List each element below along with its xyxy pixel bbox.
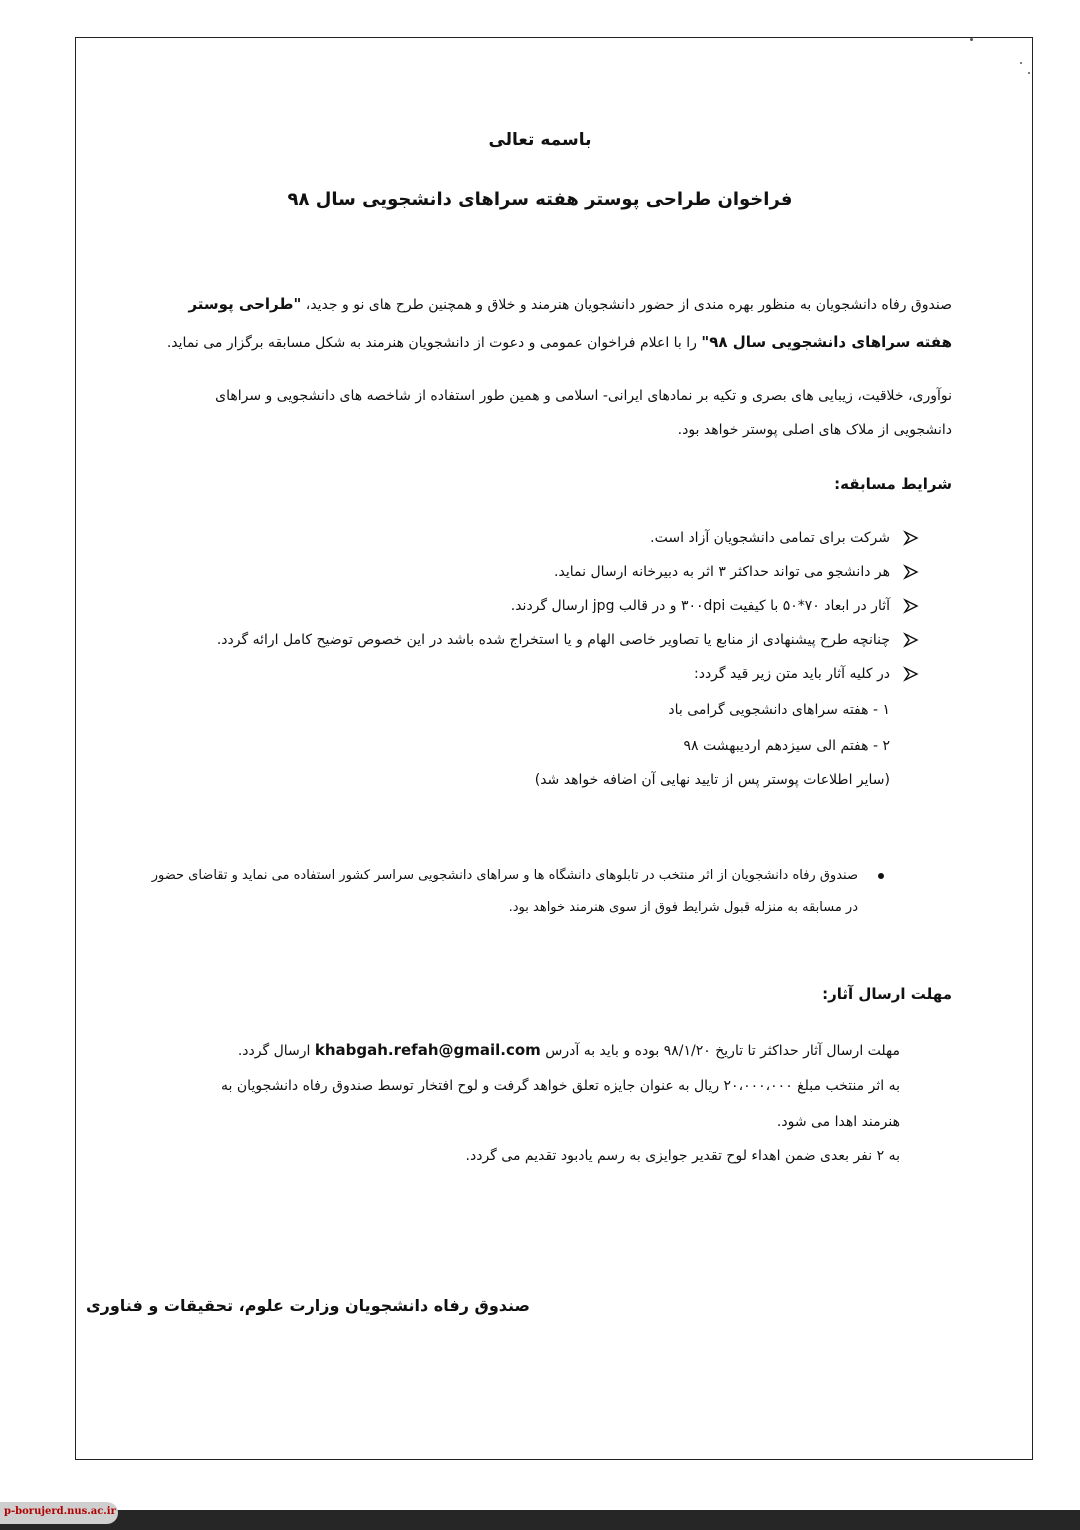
intro-line-1 <box>188 294 952 315</box>
bullet-dot-icon <box>878 873 884 879</box>
notice-line-2: در مسابقه به منزله قبول شرایط فوق از سوی هنرمند خواهد بود. <box>508 900 858 915</box>
conditions-heading: شرایط مسابقه: <box>834 475 952 493</box>
condition-item: شرکت برای تمامی دانشجویان آزاد است. <box>650 530 890 546</box>
required-text-item: ۱ - هفته سراهای دانشجویی گرامی باد <box>668 702 890 718</box>
deadline-text: مهلت ارسال آثار حداکثر تا تاریخ ۹۸/۱/۲۰ بوده و باید به آدرس <box>545 1043 900 1059</box>
arrow-bullet-icon <box>903 632 919 648</box>
site-url[interactable]: p-borujerd.nus.ac.ir <box>4 1506 116 1517</box>
runners-up-line: به ۲ نفر بعدی ضمن اهداء لوح تقدیر جوایزی به رسم یادبود تقدیم می گردد. <box>465 1148 900 1164</box>
poster-note: (سایر اطلاعات پوستر پس از تایید نهایی آن اضافه خواهد شد) <box>534 772 890 788</box>
arrow-bullet-icon <box>903 530 919 546</box>
deadline-line-1 <box>238 1040 900 1061</box>
intro-text: صندوق رفاه دانشجویان به منظور بهره مندی از حضور دانشجویان هنرمند و خلاق و همچنین طرح های نو و جدید، <box>305 297 952 313</box>
arrow-bullet-icon <box>903 564 919 580</box>
deadline-heading: مهلت ارسال آثار: <box>822 985 952 1003</box>
intro-emphasis-2: هفته سراهای دانشجویی سال ۹۸" <box>701 333 952 351</box>
signature: صندوق رفاه دانشجویان وزارت علوم، تحقیقات و فناوری <box>85 1296 530 1315</box>
document-title: فراخوان طراحی پوستر هفته سراهای دانشجویی سال ۹۸ <box>287 189 793 210</box>
arrow-bullet-icon <box>903 598 919 614</box>
criteria-line-1: نوآوری، خلاقیت، زیبایی های بصری و تکیه بر نمادهای ایرانی- اسلامی و همین طور استفاده از شاخصه های دانشجویی و سراهای <box>215 388 952 404</box>
intro-line-2 <box>167 332 952 353</box>
prize-line: به اثر منتخب مبلغ ۲۰،۰۰۰،۰۰۰ ریال به عنوان جایزه تعلق خواهد گرفت و لوح افتخار توسط صندوق رفاه دانشجویان به <box>221 1078 900 1094</box>
scan-speck <box>1028 72 1030 74</box>
required-text-item: ۲ - هفتم الی سیزدهم اردیبهشت ۹۸ <box>683 738 890 754</box>
scan-speck <box>970 38 973 41</box>
scan-speck <box>1020 62 1022 64</box>
arrow-bullet-icon <box>903 666 919 682</box>
intro-text-2: را با اعلام فراخوان عمومی و دعوت از دانشجویان هنرمند به شکل مسابقه برگزار می نماید. <box>166 335 697 351</box>
criteria-line-2: دانشجویی از ملاک های اصلی پوستر خواهد بود. <box>677 422 952 438</box>
prize-line-cont: هنرمند اهدا می شود. <box>776 1114 900 1130</box>
deadline-text-end: ارسال گردد. <box>237 1043 311 1059</box>
condition-item: هر دانشجو می تواند حداکثر ۳ اثر به دبیرخانه ارسال نماید. <box>554 564 890 580</box>
condition-item: چنانچه طرح پیشنهادی از منابع یا تصاویر خاصی الهام و یا استخراج شده باشد در این خصوص توضیح کامل ارائه گردد. <box>216 632 890 648</box>
submission-email[interactable]: khabgah.refah@gmail.com <box>314 1041 541 1059</box>
bismillah: باسمه تعالی <box>488 130 592 150</box>
notice-line-1: صندوق رفاه دانشجویان از اثر منتخب در تابلوهای دانشگاه ها و سراهای دانشجویی سراسر کشور استفاده می نماید و تقاضای حضور <box>151 868 858 883</box>
footer-bar <box>0 1510 1080 1530</box>
condition-item: در کلیه آثار باید متن زیر قید گردد: <box>694 666 890 682</box>
intro-emphasis: "طراحی پوستر <box>188 295 302 313</box>
condition-item: آثار در ابعاد ۷۰*۵۰ با کیفیت ۳۰۰dpi و در قالب jpg ارسال گردند. <box>510 598 890 614</box>
